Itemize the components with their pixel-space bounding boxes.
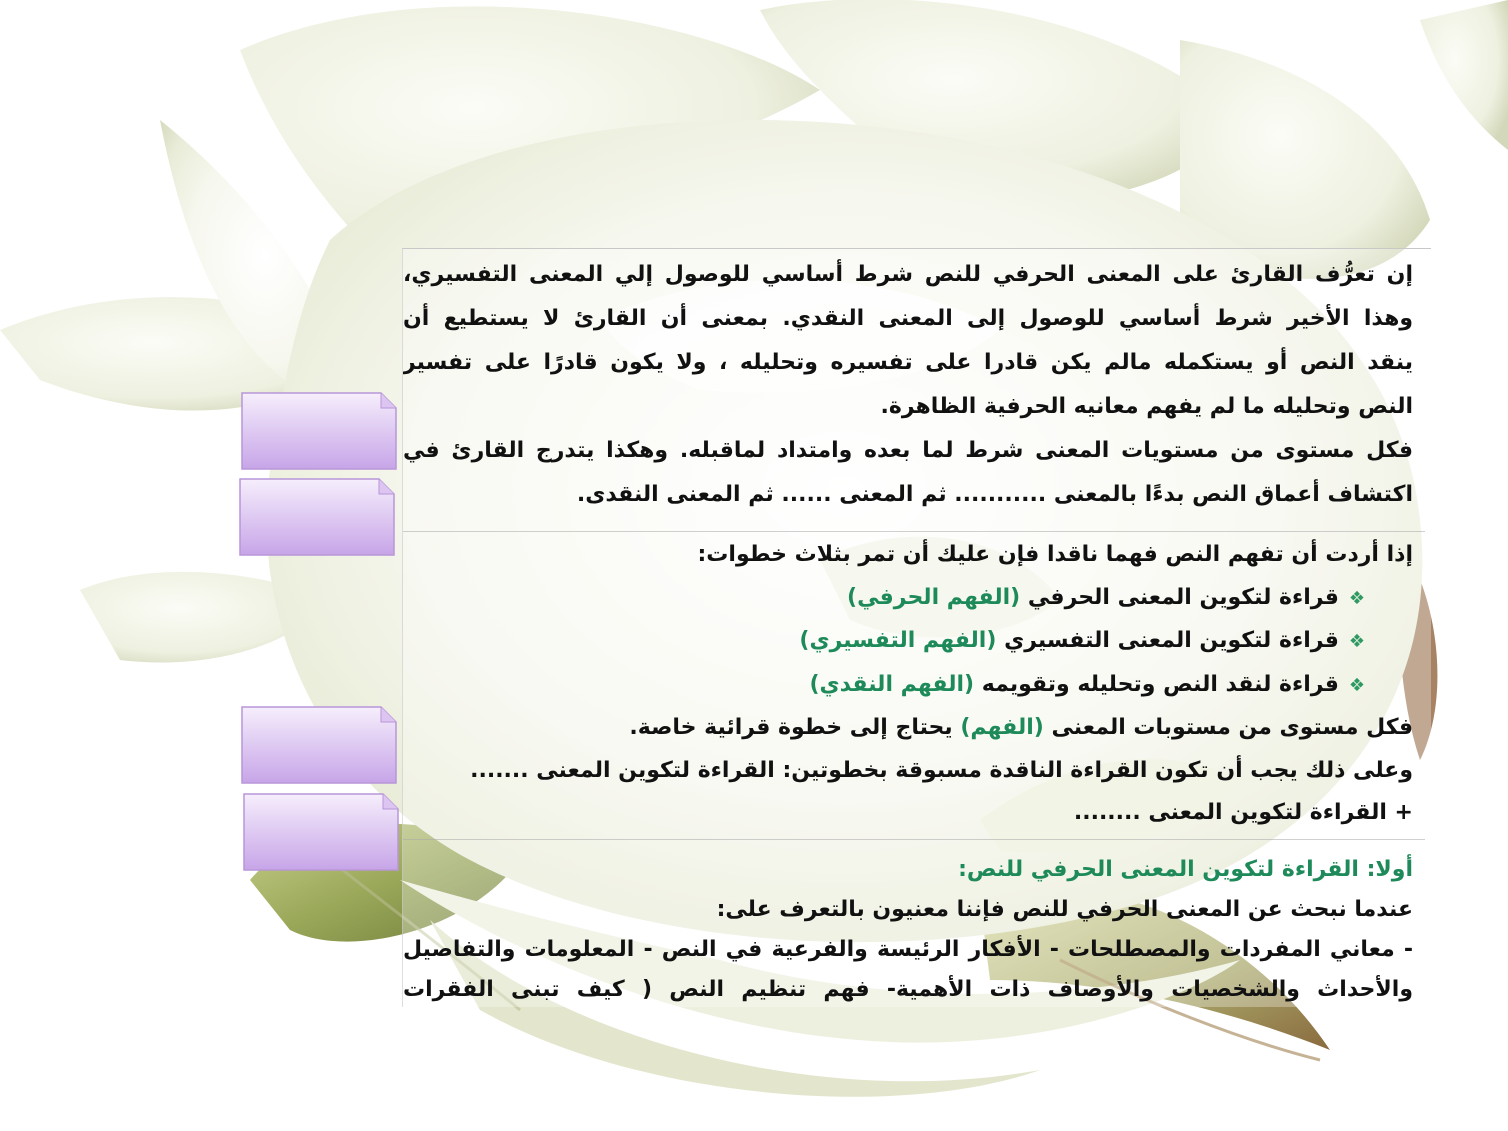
folded-box-shape xyxy=(241,706,397,784)
steps-line: وعلى ذلك يجب أن تكون القراءة الناقدة مسبوقة بخطوتين: القراءة لتكوين المعنى ....... xyxy=(470,757,1413,783)
step-text: قراءة لتكوين المعنى التفسيري xyxy=(1004,628,1339,653)
steps-after-pre: فكل مستوى من مستوبات المعنى xyxy=(1051,715,1413,740)
folded-box-shape xyxy=(243,793,399,871)
folded-box-shape xyxy=(239,478,395,556)
diamond-bullet-icon: ❖ xyxy=(1348,674,1365,696)
first-line: والأحداث والشخصيات والأوصاف ذات الأهمية- فهم تنظيم النص ( كيف تبنى الفقرات xyxy=(403,977,1413,1002)
list-item xyxy=(403,664,1413,708)
step-text: قراءة لتكوين المعنى الحرفي xyxy=(1027,584,1339,610)
steps-lead: إذا أردت أن تفهم النص فهما ناقدا فإن عليك أن تمر بثلاث خطوات: xyxy=(697,542,1413,567)
intro-line: ينقد النص أو يستكمله مالم يكن قادرا على تفسيره وتحليله ، ولا يكون قادرًا على تفسير xyxy=(403,350,1413,375)
intro-line: وهذا الأخير شرط أساسي للوصول إلى المعنى النقدي. بمعنى أن القارئ لا يستطيع أن xyxy=(403,306,1413,331)
step-text: قراءة لنقد النص وتحليله وتقويمه xyxy=(981,671,1339,697)
answer-box[interactable] xyxy=(239,478,395,556)
first-line: - معاني المفردات والمصطلحات - الأفكار الرئيسة والفرعية في النص - المعلومات والتفاصيل xyxy=(403,937,1413,962)
step-tag: (الفهم التفسيري) xyxy=(799,628,997,653)
text-panel xyxy=(402,248,1431,1007)
first-step-section xyxy=(403,839,1425,1010)
intro-line: إن تعرُّف القارئ على المعنى الحرفي للنص شرط أساسي للوصول إلي المعنى التفسيري، xyxy=(403,262,1413,287)
answer-box[interactable] xyxy=(241,706,397,784)
diamond-bullet-icon: ❖ xyxy=(1348,631,1365,652)
intro-line: اكتشاف أعماق النص بدءًا بالمعنى ........... ثم المعنى ...... ثم المعنى النقدى. xyxy=(576,482,1413,507)
steps-after-post: يحتاج إلى خطوة قرائية خاصة. xyxy=(629,715,953,740)
intro-line: فكل مستوى من مستويات المعنى شرط لما بعده وامتداد لماقبله. وهكذا يتدرج القارئ في xyxy=(403,438,1413,463)
step-tag: (الفهم الحرفي) xyxy=(847,584,1021,610)
list-item xyxy=(403,620,1413,664)
diamond-bullet-icon: ❖ xyxy=(1348,587,1365,609)
folded-box-shape xyxy=(241,392,397,470)
list-item xyxy=(403,577,1413,621)
steps-after-tag: (الفهم) xyxy=(960,715,1044,740)
answer-box[interactable] xyxy=(241,392,397,470)
step-tag: (الفهم النقدي) xyxy=(809,671,975,697)
first-line: عندما نبحث عن المعنى الحرفي للنص فإننا معنيون بالتعرف على: xyxy=(716,897,1413,922)
steps-after xyxy=(403,707,1413,750)
section-heading: أولا: القراءة لتكوين المعنى الحرفي للنص: xyxy=(958,857,1413,882)
steps-line: + القراءة لتكوين المعنى ........ xyxy=(1073,800,1413,825)
answer-box[interactable] xyxy=(243,793,399,871)
intro-paragraph xyxy=(403,253,1425,517)
reading-steps xyxy=(403,531,1425,835)
intro-line: النص وتحليله ما لم يفهم معانيه الحرفية الظاهرة. xyxy=(880,394,1413,419)
